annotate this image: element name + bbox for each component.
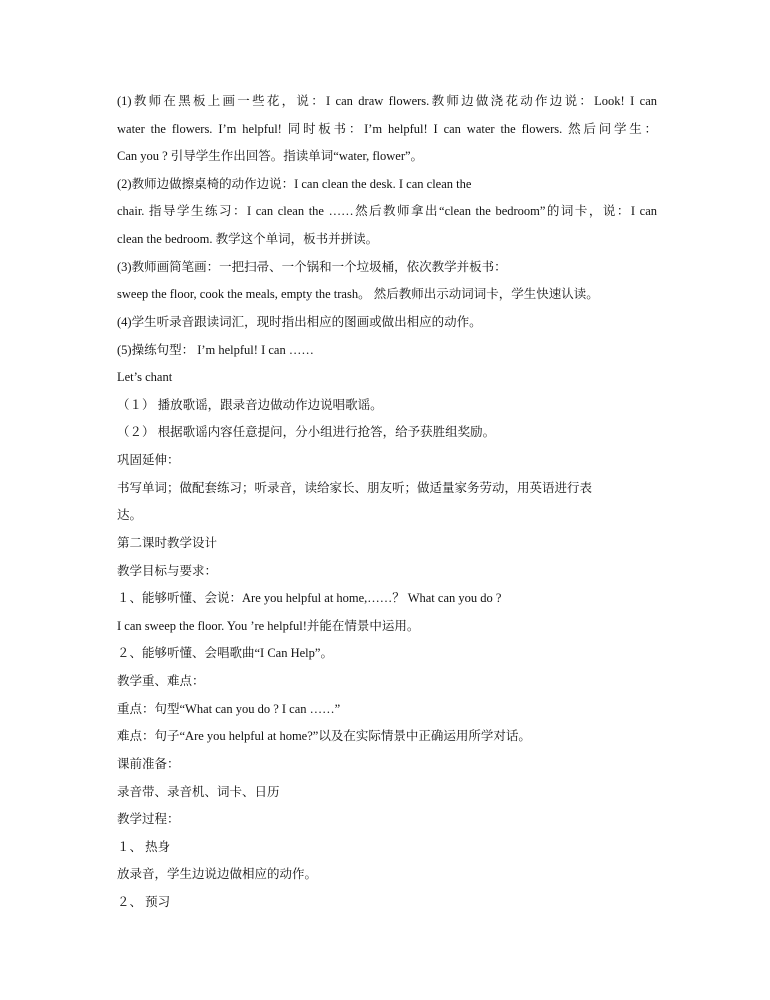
section-heading: 第二课时教学设计 xyxy=(117,536,218,550)
paragraph-line: 书写单词；做配套练习；听录音，读给家长、朋友听；做适量家务劳动，用英语进行表 xyxy=(117,481,593,495)
list-item: ２、能够听懂、会唱歌曲“I Can Help”。 xyxy=(117,646,333,660)
paragraph-line: (2)教师边做擦桌椅的动作边说：I can clean the desk. I can clean the xyxy=(117,177,472,191)
paragraph-line: clean the bedroom. 教学这个单词，板书并拼读。 xyxy=(117,232,379,246)
paragraph-line: 放录音，学生边说边做相应的动作。 xyxy=(117,867,318,881)
paragraph-line: 达。 xyxy=(117,508,143,522)
list-item: １、能够听懂、会说：Are you helpful at home,……？ What can you do ? xyxy=(117,591,502,605)
section-heading: 课前准备： xyxy=(117,757,180,771)
paragraph-line: 难点：句子“Are you helpful at home?”以及在实际情景中正确运用所学对话。 xyxy=(117,729,531,743)
paragraph-line: I can sweep the floor. You ’re helpful!并能在情景中运用。 xyxy=(117,619,420,633)
list-item: （２） 根据歌谣内容任意提问，分小组进行抢答，给予获胜组奖励。 xyxy=(117,425,496,439)
paragraph-line: (3)教师画简笔画：一把扫帚、一个锅和一个垃圾桶，依次教学并板书： xyxy=(117,260,507,274)
section-heading: 教学重、难点： xyxy=(117,674,205,688)
section-heading: 巩固延伸： xyxy=(117,453,180,467)
list-item: １、 热身 xyxy=(117,840,171,854)
section-heading: 教学目标与要求： xyxy=(117,564,218,578)
list-item: （１） 播放歌谣，跟录音边做动作边说唱歌谣。 xyxy=(117,398,383,412)
paragraph-line: Can you ? 引导学生作出回答。指读单词“water, flower”。 xyxy=(117,149,424,163)
list-item: ２、 预习 xyxy=(117,895,171,909)
paragraph-line: sweep the floor, cook the meals, empty the trash。 然后教师出示动词词卡，学生快速认读。 xyxy=(117,287,599,301)
section-heading: Let’s chant xyxy=(117,370,173,384)
paragraph-line: (4)学生听录音跟读词汇，现时指出相应的图画或做出相应的动作。 xyxy=(117,315,482,329)
section-heading: 教学过程： xyxy=(117,812,180,826)
paragraph-line: water the flowers. I’m helpful! 同时板书：I’m helpful! I can water the flowers. 然后问学生： xyxy=(117,122,657,136)
paragraph-line: 重点：句型“What can you do ? I can ……” xyxy=(117,702,341,716)
paragraph-line: chair. 指导学生练习：I can clean the ……然后教师拿出“clean the bedroom”的词卡，说：I can xyxy=(117,204,657,218)
paragraph-line: (1)教师在黑板上画一些花，说：I can draw flowers.教师边做浇花动作边说：Look! I can xyxy=(117,94,657,108)
paragraph-line: 录音带、录音机、词卡、日历 xyxy=(117,785,280,799)
paragraph-line: (5)操练句型： I’m helpful! I can …… xyxy=(117,343,314,357)
